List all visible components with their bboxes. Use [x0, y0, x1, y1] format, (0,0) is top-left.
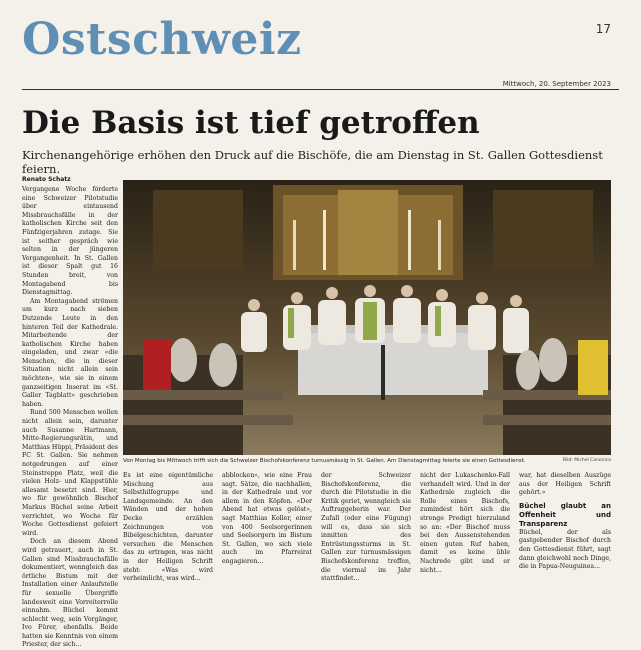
section-title: Ostschweiz: [22, 14, 302, 65]
paragraph: war, hat dieselben Auszüge aus der Heiligen Schrift gehört.»: [519, 472, 611, 497]
article-photo: [123, 180, 611, 455]
article-column-1: [22, 186, 118, 649]
header-rule: [22, 89, 619, 90]
paragraph: Rund 500 Menschen wollen nicht allein sein, darunter auch Susanne Hartmann, Mitte-Regierungsrätin, und Matthias Hüppi, Präsident des FC St. Gallen. Sie nehmen notgedrungen auf einer Steinstreppe Platz, weil die vielen Holz- und Klappstühle allesamt besetzt sind. Hier, wo für gewöhnlich Bischof Markus Büchel seine Arbeit verrichtet, wo Woche für Woche Gottesdienst gefeiert wird.: [22, 409, 118, 537]
page-number: 17: [595, 22, 611, 36]
paragraph: Büchel, der als gastgebender Bischof durch den Gottesdienst führt, sagt dann gleichwohl noch Dinge, die in Papua-Neuguinea...: [519, 528, 611, 571]
date-line: Mittwoch, 20. September 2023: [502, 80, 611, 88]
paragraph: Doch an diesem Abend wird getrauert, auch in St. Gallen sind Missbrauchsfälle dokumentiert, wenngleich das örtliche Bistum mit der Installation einer Anlaufstelle für sexuelle Übergriffe landesweit eine Vorreiterrolle einnahm. Büchel kommt schlecht weg, sein Vorgänger, Ivo Fürer, ebenfalls. Beide hatten sie Kenntnis von einem Priester, der sich...: [22, 538, 118, 649]
caption-text: Von Montag bis Mittwoch trifft sich die Schweizer Bischofskonferenz turnusmässig in St. Gallen. Am Dienstagmittag feierte sie einen Gottesdienst.: [123, 458, 526, 464]
article-subheadline: Kirchenangehörige erhöhen den Druck auf die Bischöfe, die am Dienstag in St. Gallen Gottesdienst feiern.: [22, 148, 603, 176]
article-headline: Die Basis ist tief getroffen: [22, 105, 480, 141]
paragraph: Vergangene Woche förderte eine Schweizer Pilotstudie über eintausend Missbrauchsfälle in der katholischen Kirche seit den Fünfzigerjahren zutage. Sie ist seither gespräch wie selten in der jüngeren Vergangenheit. In St. Gallen ist dieser Spalt gut 16 Stunden breit, von Montagabend bis Dienstagmittag.: [22, 186, 118, 297]
author-byline: Renato Schatz: [22, 176, 71, 183]
photo-credit: Bild: Michel Canonica: [562, 458, 611, 463]
article-column-3: abblocken», wie eine Frau sagt. Sätze, die nachhallen, in der Kathedrale und vor allem in den Köpfen. «Der Abend hat etwas gelöst», sagt Matthias Koller, einer von 400 Seelsorgerinnen und Seelsorgern im Bistum St. Gallen, wo sich viele auch im Pfarreirat engagieren...: [222, 472, 312, 565]
paragraph: Am Montagabend strömen um kurz nach sieben Dutzende Leute in den hinteren Teil der Kathedrale. Mitarbeitende der katholischen Kirche haben eingeladen, und zwar «die Menschen, die in dieser Situation nicht allein sein möchten», wie sie in einem ganzseitigen Inserat im «St. Galler Tagblatt» geschrieben haben.: [22, 297, 118, 408]
article-column-4: der Schweizer Bischofskonferenz, die durch die Pilotstudie in die Kritik geriet, wenngleich sie Auftraggeberin war. Der Zufall (oder eine Fügung) will es, dass sie sich inmitten des Entrüstungssturms in St. Gallen zur turnusmässigen Bischofskonferenz treffen, die viermal im Jahr stattfindet...: [321, 472, 411, 583]
article-column-6: [519, 472, 611, 571]
church-service-photo: [123, 180, 611, 455]
photo-caption: [123, 458, 611, 464]
article-column-2: Es ist eine eigentümliche Mischung aus Selbsthilfegruppe und Landsgemeinde. An den Wänden und der hohen Decke erzählen Zeichnungen von Bibelgeschichten, darunter versuchen die Menschen das zu ertragen, was nicht in der Heiligen Schrift steht: «Was wird verheimlicht, was wird...: [123, 472, 213, 583]
article-column-5: nicht der Lukaschenko-Fall verhandelt wird. Und in der Kathedrale zugleich die Rolle eines Bischofs, zumindest hört sich die strenge Predigt hierzuland so an: «Der Bischof muss bei den Aussenstehenden einen guten Ruf haben, damit es keine üble Nachrede gibt und er nicht...: [420, 472, 510, 574]
subsection-heading: Büchel glaubt an Offenheit und Transparenz: [519, 501, 611, 528]
